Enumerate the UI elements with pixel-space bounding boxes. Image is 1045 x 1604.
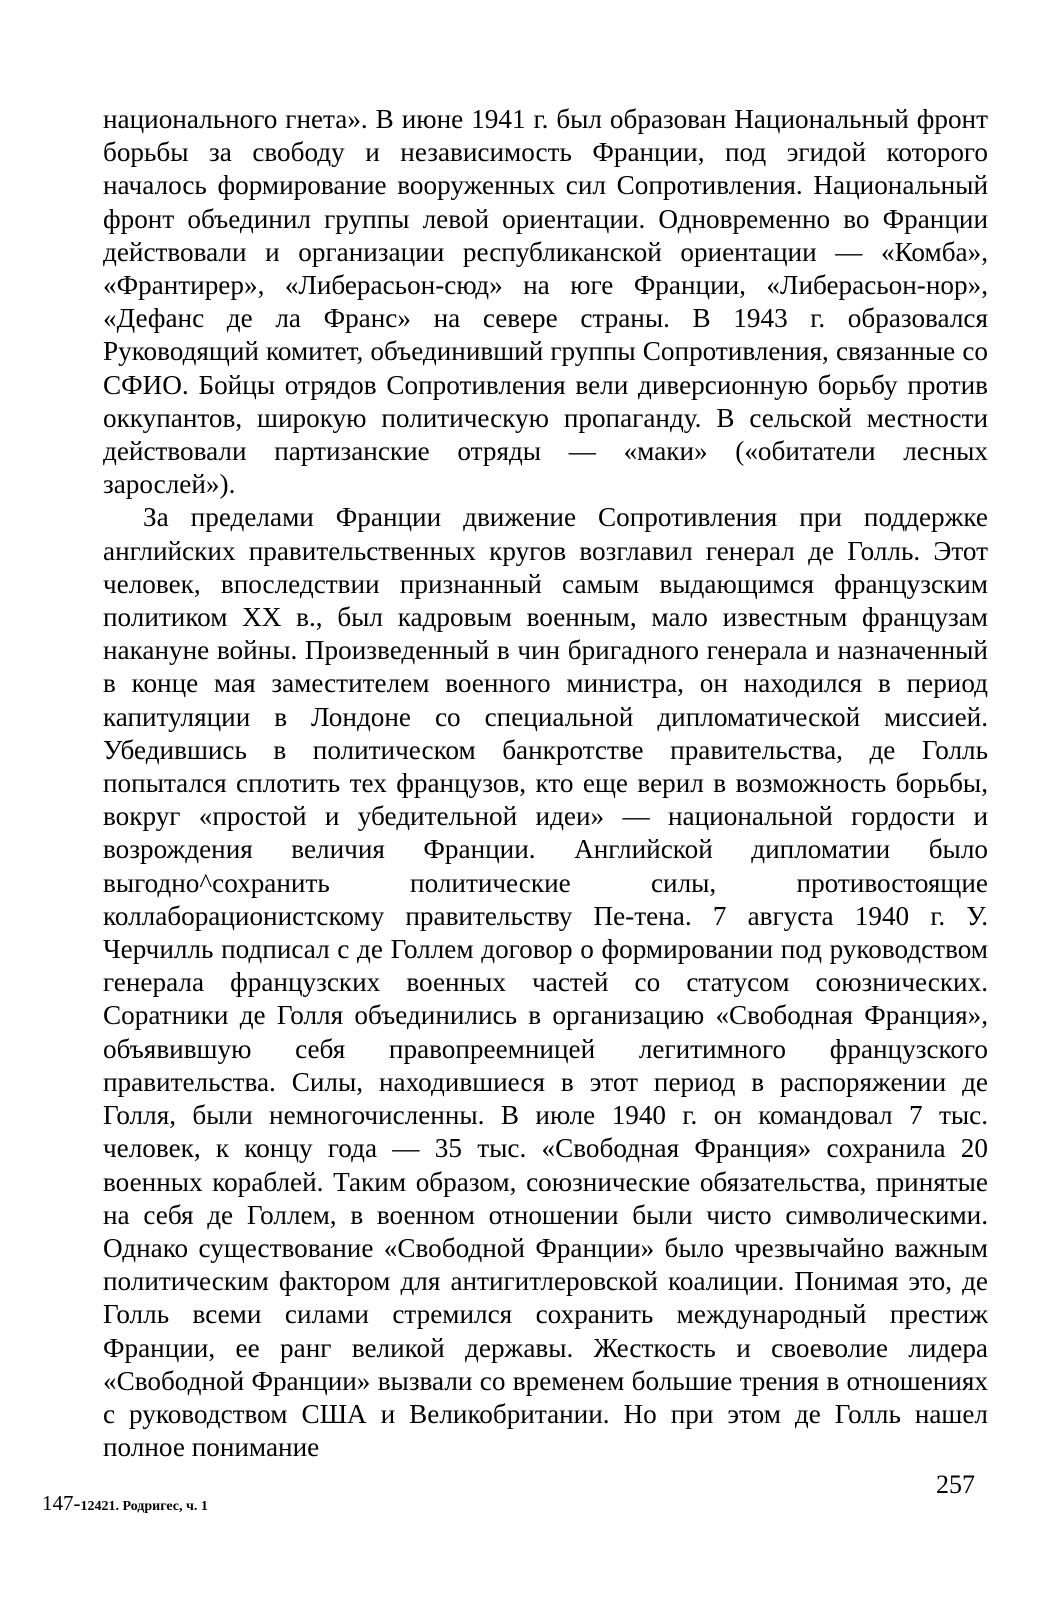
signature-code: 12421. Родригес, ч. 1 [80, 1499, 208, 1514]
signature-number: 147- [42, 1491, 81, 1515]
paragraph-2: За пределами Франции движение Сопротивления при поддержке английских правительственных кругов возглавил генерал де Голль. Этот человек, впоследствии признанный самым выдающимся французским политиком XX в., был кадровым военным, мало известным французам накануне войны. Произведенный в чин бригадного генерала и назначенный в конце мая заместителем военного министра, он находился в период капитуляции в Лондоне со специальной дипломатической миссией. Убедившись в политическом банкротстве правительства, де Голль попытался сплотить тех французов, кто еще верил в возможность борьбы, вокруг «простой и убедительной идеи» — национальной гордости и возрождения величия Франции. Английской дипломатии было выгодно^сохранить политические силы, противостоящие коллаборационистскому правительству Пе-тена. 7 августа 1940 г. У. Черчилль подписал с де Голлем договор о формировании под руководством генерала французских военных частей со статусом союзнических. Соратники де Голля объединились в организацию «Свободная Франция», объявившую себя правопреемницей легитимного французского правительства. Силы, находившиеся в этот период в распоряжении де Голля, были немногочисленны. В июле 1940 г. он командовал 7 тыс. человек, к концу года — 35 тыс. «Свободная Франция» сохранила 20 военных кораблей. Таким образом, союзнические обязательства, принятые на себя де Голлем, в военном отношении были чисто символическими. Однако существование «Свободной Франции» было чрезвычайно важным политическим фактором для антигитлеровской коалиции. Понимая это, де Голль всеми силами стремился сохранить международный престиж Франции, ее ранг великой державы. Жесткость и своеволие лидера «Свободной Франции» вызвали со временем большие трения в отношениях с руководством США и Великобритании. Но при этом де Голль нашел полное понимание [103, 502, 988, 1463]
paragraph-1: национального гнета». В июне 1941 г. был образован Национальный фронт борьбы за свободу и независимость Франции, под эгидой которого началось формирование вооруженных сил Сопротивления. Национальный фронт объединил группы левой ориентации. Одновременно во Франции действовали и организации республиканской ориентации — «Комба», «Франтирер», «Либерасьон-сюд» на юге Франции, «Либерасьон-нор», «Дефанс де ла Франс» на севере страны. В 1943 г. образовался Руководящий комитет, объединивший группы Сопротивления, связанные со СФИО. Бойцы отрядов Сопротивления вели диверсионную борьбу против оккупантов, широкую политическую пропаганду. В сельской местности действовали партизанские отряды — «маки» («обитатели лесных зарослей»). [103, 104, 988, 500]
body-text [103, 103, 988, 1464]
page-number: 257 [936, 1470, 975, 1499]
printer-signature [42, 1491, 208, 1516]
